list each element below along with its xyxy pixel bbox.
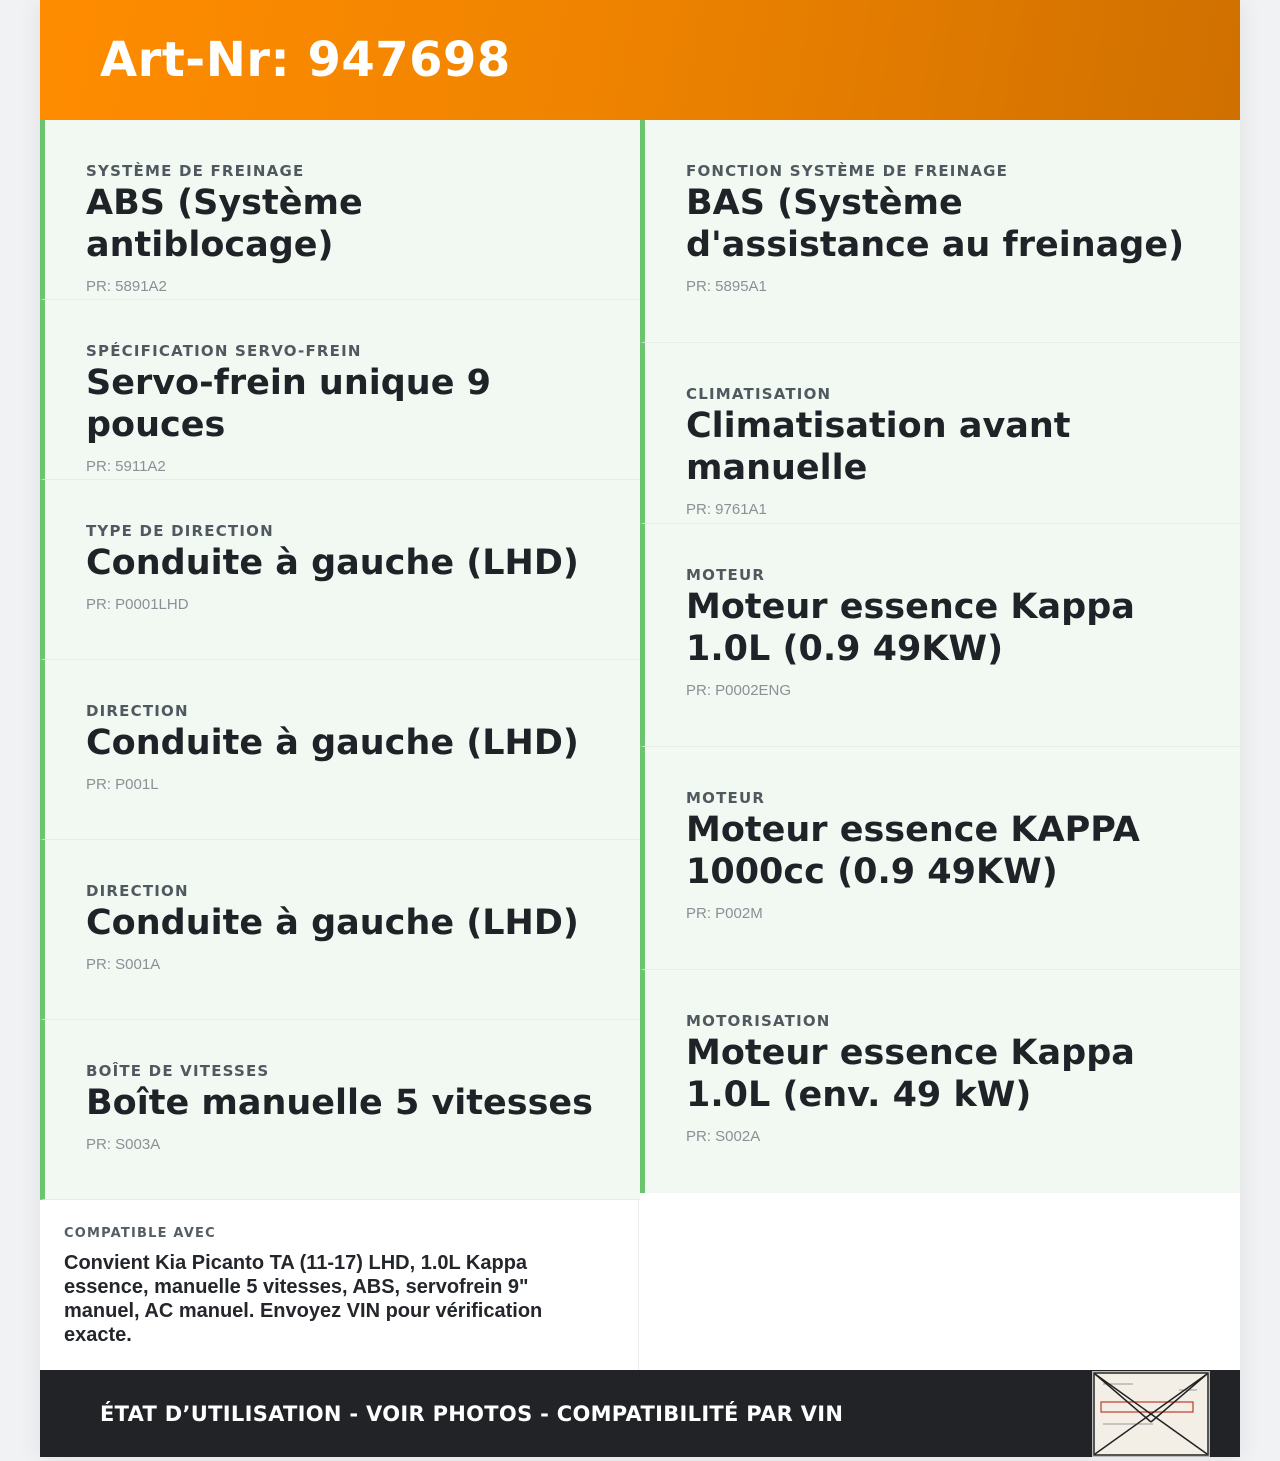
spec-card (640, 343, 1240, 524)
compatibility-section (40, 1200, 639, 1370)
spec-label: DIRECTION (86, 882, 189, 900)
spec-value: ABS (Système antiblocage) (86, 183, 363, 265)
spec-card (40, 840, 640, 1020)
page-title: Art-Nr: 947698 (100, 32, 511, 88)
spec-value: Servo-frein unique 9 pouces (86, 363, 491, 445)
label-photo-thumbnail-icon[interactable] (1092, 1371, 1210, 1457)
spec-pr-code: PR: P002M (686, 905, 763, 922)
spec-pr-code: PR: 5891A2 (86, 278, 167, 295)
spec-pr-code: PR: S002A (686, 1128, 761, 1145)
spec-label: MOTORISATION (686, 1012, 831, 1030)
spec-label: CLIMATISATION (686, 385, 832, 403)
footer-text: ÉTAT D’UTILISATION - VOIR PHOTOS - COMPATIBILITÉ PAR VIN (100, 1401, 844, 1426)
spec-label: SPÉCIFICATION SERVO-FREIN (86, 342, 362, 360)
spec-label: MOTEUR (686, 789, 766, 807)
spec-value: Moteur essence Kappa 1.0L (env. 49 kW) (686, 1033, 1135, 1115)
spec-label: FONCTION SYSTÈME DE FREINAGE (686, 162, 1009, 180)
spec-label: TYPE DE DIRECTION (86, 522, 274, 540)
header (40, 0, 1240, 120)
spec-value: Conduite à gauche (LHD) (86, 543, 579, 583)
spec-card (640, 524, 1240, 747)
spec-pr-code: PR: P0001LHD (86, 596, 189, 613)
spec-pr-code: PR: 5895A1 (686, 278, 767, 295)
right-column (640, 120, 1240, 1200)
spec-pr-code: PR: P0002ENG (686, 682, 792, 699)
spec-card (640, 970, 1240, 1193)
spec-label: DIRECTION (86, 702, 189, 720)
spec-value: BAS (Système d'assistance au freinage) (686, 183, 1185, 265)
spec-value: Moteur essence KAPPA 1000cc (0.9 49KW) (686, 810, 1140, 892)
spec-pr-code: PR: S001A (86, 956, 161, 973)
spec-value: Climatisation avant manuelle (686, 406, 1071, 488)
compatibility-text: Convient Kia Picanto TA (11-17) LHD, 1.0L Kappa essence, manuelle 5 vitesses, ABS, servofrein 9" manuel, AC manuel. Envoyez VIN pour vérification exacte. (64, 1252, 543, 1346)
spec-grid (40, 120, 1240, 1200)
spec-card (40, 1020, 640, 1200)
spec-card (40, 660, 640, 840)
spec-card (640, 747, 1240, 970)
left-column (40, 120, 640, 1200)
spec-value: Moteur essence Kappa 1.0L (0.9 49KW) (686, 587, 1135, 669)
spec-pr-code: PR: 9761A1 (686, 501, 767, 518)
spec-value: Conduite à gauche (LHD) (86, 903, 579, 943)
spec-value: Boîte manuelle 5 vitesses (86, 1083, 594, 1123)
spec-card (40, 480, 640, 660)
compatibility-label: COMPATIBLE AVEC (64, 1226, 216, 1241)
spec-card (640, 120, 1240, 343)
spec-value: Conduite à gauche (LHD) (86, 723, 579, 763)
spec-card (40, 120, 640, 300)
spec-pr-code: PR: 5911A2 (86, 458, 166, 475)
footer-bar (40, 1370, 1240, 1457)
page (40, 0, 1240, 1457)
spec-card (40, 300, 640, 480)
spec-pr-code: PR: P001L (86, 776, 159, 793)
spec-label: BOÎTE DE VITESSES (86, 1062, 270, 1080)
spec-pr-code: PR: S003A (86, 1136, 161, 1153)
spec-label: SYSTÈME DE FREINAGE (86, 162, 305, 180)
spec-label: MOTEUR (686, 566, 766, 584)
